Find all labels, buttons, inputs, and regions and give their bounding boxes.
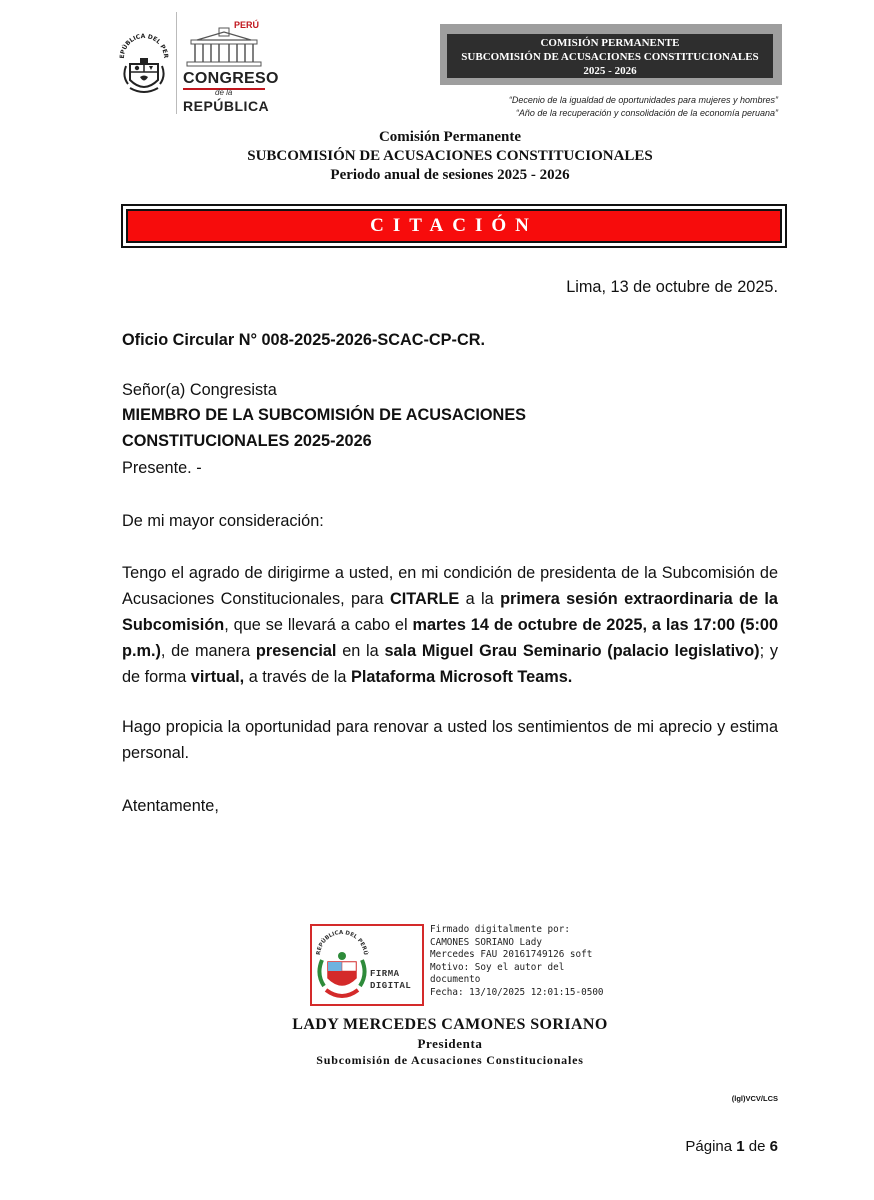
title-line-2: SUBCOMISIÓN DE ACUSACIONES CONSTITUCIONALES [247, 148, 653, 164]
para1-text-6: ; y de forma [122, 642, 778, 686]
svg-text:REPÚBLICA DEL PERÚ [118, 28, 169, 59]
signature-line-4: Motivo: Soy el autor del [430, 961, 565, 973]
para1-text-5: en la [336, 642, 385, 660]
body-paragraph-2: Hago propicia la oportunidad para renovar a usted los sentimientos de mi aprecio y estima personal. [122, 718, 778, 762]
coat-of-arms-logo [118, 28, 170, 100]
recipient-title [122, 402, 742, 454]
para1-bold-date: martes 14 de octubre de 2025, a las 17:00 (5:00 p.m.) [122, 616, 778, 660]
para1-text-3: , que se llevará a cabo el [224, 616, 413, 634]
page-number [620, 1138, 778, 1155]
congreso-logo [176, 12, 279, 114]
signer-org: Subcomisión de Acusaciones Constitucionales [316, 1053, 584, 1067]
congreso-label: CONGRESO [183, 70, 279, 87]
decree-line-1: “Decenio de la igualdad de oportunidades para mujeres y hombres” [508, 95, 778, 105]
recipient-presente: Presente. - [122, 459, 202, 477]
palace-icon [183, 26, 265, 68]
page-mid: de [744, 1138, 770, 1155]
de-la-label: de la [215, 88, 233, 97]
firma-word: FIRMA [370, 969, 400, 979]
page-prefix: Página [685, 1138, 737, 1155]
document-title [0, 128, 874, 185]
para1-bold-room: sala Miguel Grau Seminario (palacio legislativo) [384, 642, 760, 660]
signature-line-6: Fecha: 13/10/2025 12:01:15-0500 [430, 986, 604, 998]
commission-header-box [440, 24, 782, 85]
signature-line-3: Mercedes FAU 20161749126 soft [430, 949, 593, 961]
peru-label: PERÚ [234, 20, 260, 30]
para1-text-4: , de manera [160, 642, 256, 660]
header-line-2: SUBCOMISIÓN DE ACUSACIONES CONSTITUCIONALES [461, 51, 759, 63]
title-line-3: Periodo anual de sesiones 2025 - 2026 [330, 167, 570, 183]
signer-block [0, 1015, 874, 1069]
body-paragraph-1 [122, 560, 778, 690]
para1-bold-citarle: CITARLE [389, 590, 460, 608]
recipient-title-line-2: CONSTITUCIONALES 2025-2026 [122, 432, 372, 450]
signer-role: Presidenta [417, 1036, 483, 1051]
firma-digital-label [370, 968, 411, 992]
republica-label: REPÚBLICA [183, 98, 270, 114]
title-line-1: Comisión Permanente [378, 129, 522, 145]
recipient-title-line-1: MIEMBRO DE LA SUBCOMISIÓN DE ACUSACIONES [122, 406, 527, 424]
para1-bold-session: primera sesión extraordinaria de la Subcomisión [122, 590, 778, 634]
digital-signature-stamp [310, 924, 424, 1006]
greeting: De mi mayor consideración: [122, 512, 324, 530]
para1-text-1: Tengo el agrado de dirigirme a usted, en mi condición de presidenta de la Subcomisión de Acusaciones Constitucionales, para [122, 564, 778, 608]
citacion-label: CITACIÓN [126, 209, 782, 243]
citacion-banner [121, 204, 787, 248]
page-current: 1 [736, 1138, 745, 1155]
coat-of-arms-icon [314, 928, 370, 1004]
signature-line-5: documento [430, 974, 481, 986]
signer-name: LADY MERCEDES CAMONES SORIANO [292, 1016, 608, 1033]
recipient-salutation: Señor(a) Congresista [122, 381, 277, 399]
header-line-1: COMISIÓN PERMANENTE [540, 37, 680, 49]
coat-of-arms-text: EPÚBLICA DEL PER [118, 32, 170, 59]
signature-line-2: CAMONES SORIANO Lady [430, 936, 542, 948]
para1-text-2: a la [459, 590, 501, 608]
para1-bold-virtual: virtual, [190, 668, 245, 686]
page-total: 6 [769, 1138, 778, 1155]
date-line: Lima, 13 de octubre de 2025. [566, 278, 778, 296]
para1-text-7: a través de la [244, 668, 351, 686]
decree-line-2: “Año de la recuperación y consolidación de la economía peruana” [515, 108, 778, 118]
digital-word: DIGITAL [370, 981, 412, 991]
digital-signature-details [430, 924, 604, 1000]
closing: Atentamente, [122, 797, 219, 815]
decree-lines [440, 94, 778, 120]
svg-text:REPÚBLICA DEL PERÚ [316, 930, 369, 956]
reference-code: (lgl)VCV/LCS [731, 1094, 778, 1103]
stamp-shield-text: REPÚBLICA DEL PERÚ [315, 929, 369, 956]
header-line-3: 2025 - 2026 [583, 65, 637, 77]
para1-bold-teams: Plataforma Microsoft Teams. [350, 668, 573, 686]
para1-bold-presencial: presencial [255, 642, 337, 660]
oficio-number: Oficio Circular N° 008-2025-2026-SCAC-CP-CR. [122, 331, 486, 349]
signature-line-1: Firmado digitalmente por: [430, 924, 570, 935]
